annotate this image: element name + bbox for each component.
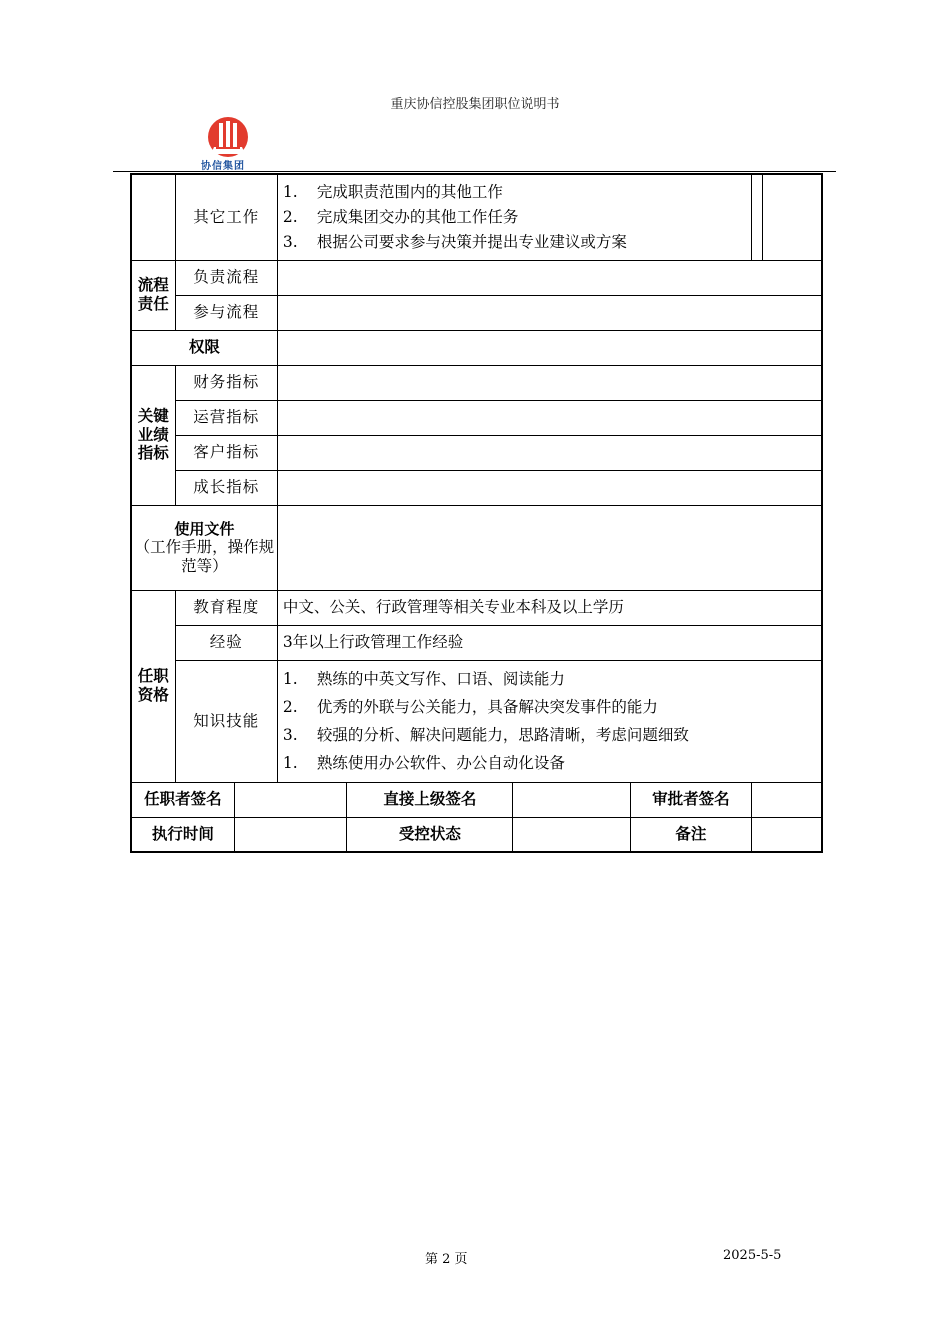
job-description-table [130,173,823,853]
kpi-value [277,400,822,435]
approver-signature-field[interactable] [751,782,822,817]
list-item: 3. 根据公司要求参与决策并提出专业建议或方案 [282,232,627,251]
documents-row [131,505,822,590]
signature-row [131,782,822,817]
control-status-field[interactable] [513,817,631,852]
process-lead-row [131,260,822,295]
supervisor-signature-field[interactable] [513,782,631,817]
education-row [131,590,822,625]
kpi-label: 财务指标 [175,365,277,400]
header-rule [113,171,836,172]
logo-text: 协信集团 [201,161,245,172]
approver-signature-label: 审批者签名 [631,782,752,817]
list-item: 2. 优秀的外联与公关能力，具备解决突发事件的能力 [282,697,658,716]
list-item: 3. 较强的分析、解决问题能力，思路清晰，考虑问题细致 [282,725,689,744]
experience-row [131,625,822,660]
kpi-label: 运营指标 [175,400,277,435]
documents-value [277,505,822,590]
process-lead-value [277,260,822,295]
remarks-field[interactable] [751,817,822,852]
kpi-row [131,365,822,400]
document-title: 重庆协信控股集团职位说明书 [390,97,560,112]
experience-value: 3年以上行政管理工作经验 [277,625,822,660]
kpi-value [277,435,822,470]
kpi-row [131,400,822,435]
authority-row [131,330,822,365]
kpi-value [277,365,822,400]
other-work-extra-cell-1 [751,174,762,260]
documents-label-cell [131,505,277,590]
kpi-row [131,435,822,470]
other-work-extra-cell-2 [763,174,822,260]
authority-value [277,330,822,365]
control-status-label: 受控状态 [347,817,513,852]
authority-label: 权限 [131,330,277,365]
other-work-list [277,174,751,260]
process-join-value [277,295,822,330]
remarks-label: 备注 [631,817,752,852]
kpi-value [277,470,822,505]
education-label: 教育程度 [175,590,277,625]
kpi-group-label: 关键业绩指标 [131,365,175,505]
exec-time-field[interactable] [234,817,347,852]
documents-label: 使用文件 [174,519,235,538]
process-join-row [131,295,822,330]
supervisor-signature-label: 直接上级签名 [347,782,513,817]
footer-date: 2025-5-5 [723,1248,782,1263]
experience-label: 经验 [175,625,277,660]
kpi-label: 客户指标 [175,435,277,470]
process-group-label: 流程责任 [131,260,175,330]
control-row [131,817,822,852]
skills-list [277,660,822,782]
skills-row [131,660,822,782]
education-value: 中文、公关、行政管理等相关专业本科及以上学历 [277,590,822,625]
other-work-row [131,174,822,260]
exec-time-label: 执行时间 [131,817,234,852]
documents-sublabel: （工作手册，操作规范等） [134,537,275,575]
kpi-row [131,470,822,505]
qualification-group-label: 任职资格 [131,590,175,782]
process-lead-label: 负责流程 [175,260,277,295]
other-work-group-cell [131,174,175,260]
holder-signature-field[interactable] [234,782,347,817]
list-item: 1. 熟练使用办公软件、办公自动化设备 [282,753,565,772]
skills-label: 知识技能 [175,660,277,782]
kpi-label: 成长指标 [175,470,277,505]
holder-signature-label: 任职者签名 [131,782,234,817]
process-join-label: 参与流程 [175,295,277,330]
list-item: 2. 完成集团交办的其他工作任务 [282,207,519,226]
list-item: 1. 熟练的中英文写作、口语、阅读能力 [282,669,565,688]
page-number: 第 2 页 [425,1252,468,1267]
list-item: 1. 完成职责范围内的其他工作 [282,182,503,201]
other-work-label: 其它工作 [175,174,277,260]
